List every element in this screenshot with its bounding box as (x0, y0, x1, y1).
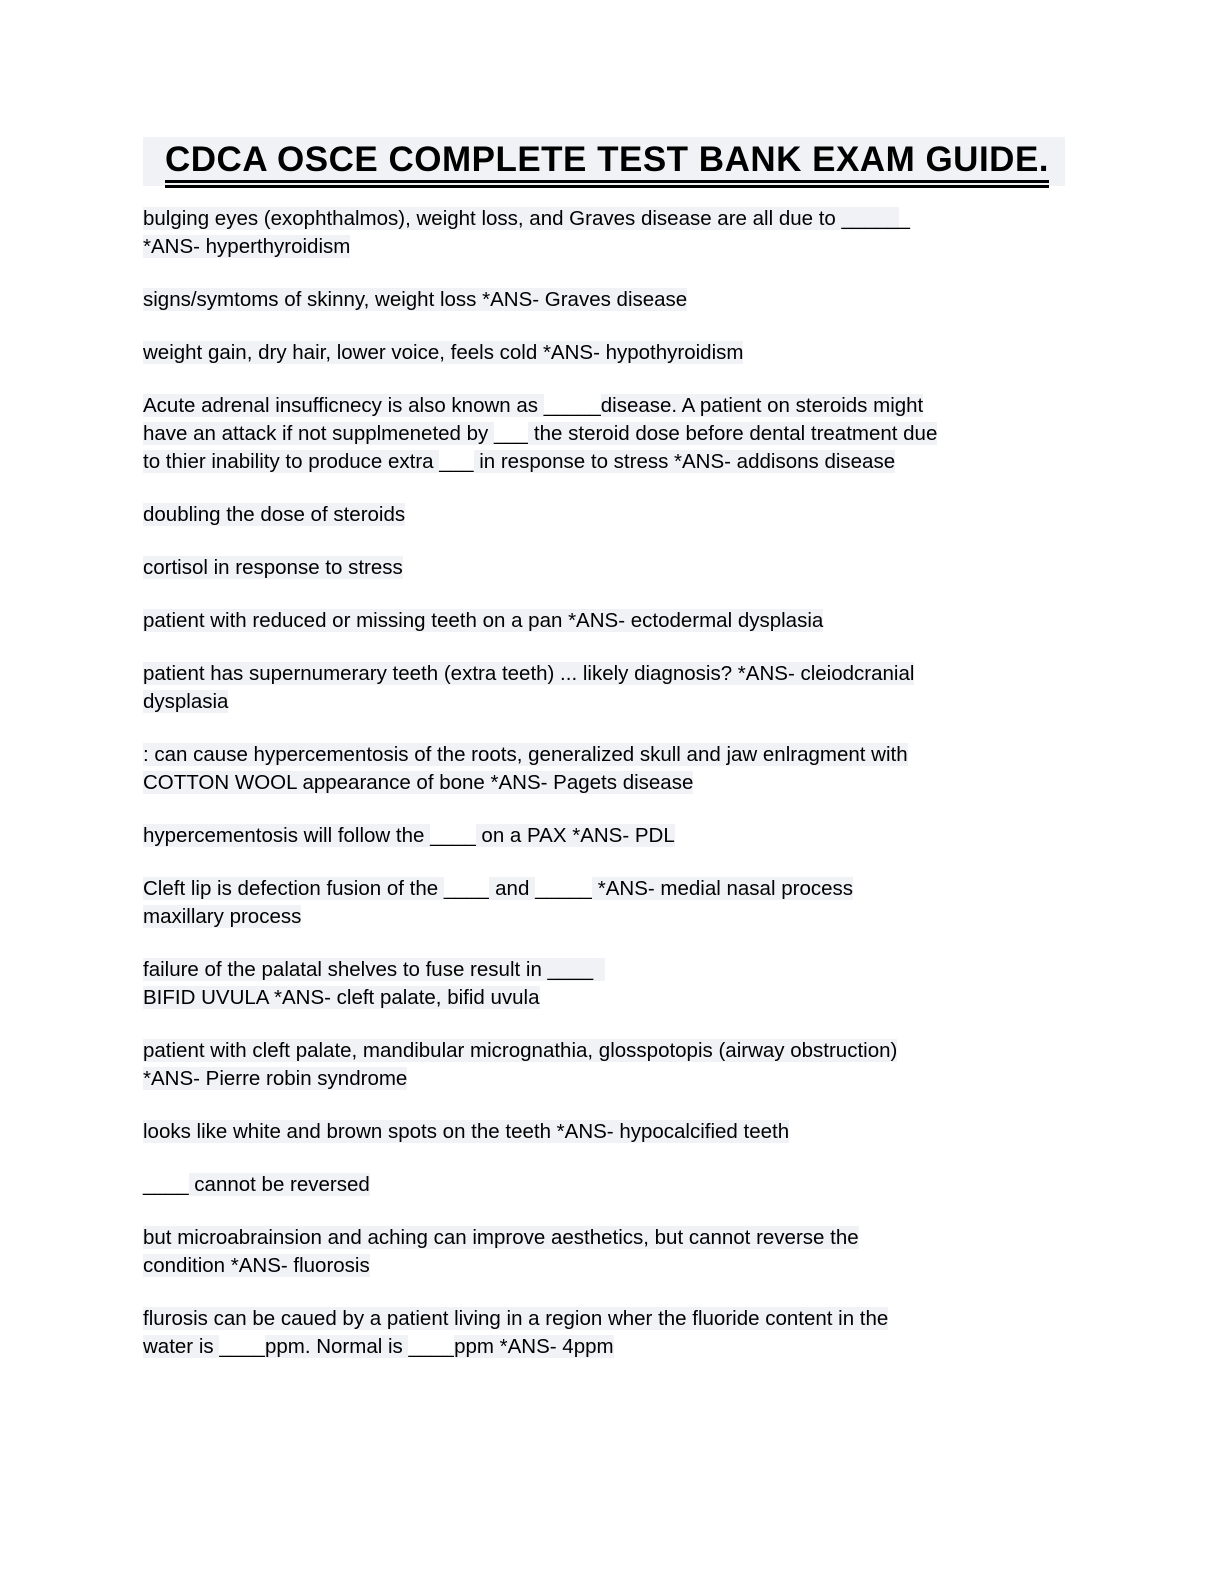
qa-text-segment: ppm. Normal is (264, 1335, 409, 1358)
qa-line (143, 984, 1083, 1012)
qa-blank-segment: ____ (219, 1335, 265, 1358)
qa-line (143, 875, 1083, 903)
qa-line (143, 769, 1083, 797)
document-body (143, 205, 1083, 1361)
qa-text-segment: water is (143, 1335, 220, 1358)
qa-text-segment: in response to stress *ANS- addisons disease (473, 450, 896, 473)
qa-paragraph (143, 339, 1083, 367)
qa-line (143, 1118, 1083, 1146)
qa-paragraph (143, 501, 1083, 529)
qa-blank-segment: ____ (443, 877, 490, 900)
qa-text-segment: Cleft lip is defection fusion of the (143, 877, 444, 900)
qa-text-segment: patient with reduced or missing teeth on a pan *ANS- ectodermal dysplasia (143, 609, 824, 632)
qa-text-segment: disease. A patient on steroids might (600, 394, 924, 417)
qa-paragraph (143, 822, 1083, 850)
qa-text-segment: to thier inability to produce extra (143, 450, 440, 473)
qa-line (143, 554, 1083, 582)
qa-line (143, 1065, 1083, 1093)
qa-paragraph (143, 1171, 1083, 1199)
qa-text-segment: maxillary process (143, 905, 302, 928)
qa-line (143, 741, 1083, 769)
qa-text-segment: patient has supernumerary teeth (extra teeth) ... likely diagnosis? *ANS- cleiodcranial (143, 662, 915, 685)
qa-line (143, 286, 1083, 314)
qa-text-segment: failure of the palatal shelves to fuse result in ____ (143, 958, 605, 981)
qa-text-segment: condition *ANS- fluorosis (143, 1254, 370, 1277)
qa-line (143, 392, 1083, 420)
qa-paragraph (143, 875, 1083, 931)
qa-blank-segment: ___ (494, 422, 529, 445)
qa-blank-segment: _____ (543, 394, 601, 417)
qa-text-segment: *ANS- medial nasal process (592, 877, 853, 900)
qa-paragraph (143, 1305, 1083, 1361)
qa-blank-segment: _____ (535, 877, 593, 900)
qa-text-segment: Acute adrenal insufficnecy is also known as (143, 394, 544, 417)
title-text: CDCA OSCE COMPLETE TEST BANK EXAM GUIDE. (165, 140, 1049, 188)
qa-text-segment: signs/symtoms of skinny, weight loss *ANS- Graves disease (143, 288, 688, 311)
qa-line (143, 607, 1083, 635)
qa-line (143, 1333, 1083, 1361)
qa-line (143, 501, 1083, 529)
qa-text-segment: weight gain, dry hair, lower voice, feels cold *ANS- hypothyroidism (143, 341, 744, 364)
qa-blank-segment: _ (898, 207, 910, 230)
qa-paragraph (143, 1037, 1083, 1093)
qa-line (143, 1252, 1083, 1280)
qa-text-segment: dysplasia (143, 690, 229, 713)
qa-text-segment: *ANS- hyperthyroidism (143, 235, 351, 258)
document-title (143, 139, 1224, 181)
qa-blank-segment: ____ (430, 824, 476, 847)
qa-text-segment: cannot be reversed (188, 1173, 370, 1196)
qa-text-segment: but microabrainsion and aching can improve aesthetics, but cannot reverse the (143, 1226, 859, 1249)
qa-text-segment: looks like white and brown spots on the teeth *ANS- hypocalcified teeth (143, 1120, 790, 1143)
qa-text-segment: on a PAX *ANS- PDL (475, 824, 675, 847)
qa-line (143, 688, 1083, 716)
qa-paragraph (143, 205, 1083, 261)
qa-paragraph (143, 1224, 1083, 1280)
qa-line (143, 339, 1083, 367)
qa-text-segment: COTTON WOOL appearance of bone *ANS- Pagets disease (143, 771, 694, 794)
qa-text-segment: : can cause hypercementosis of the roots, generalized skull and jaw enlragment with (143, 743, 908, 766)
qa-text-segment: doubling the dose of steroids (143, 503, 406, 526)
qa-text-segment: bulging eyes (exophthalmos), weight loss, and Graves disease are all due to _____ (143, 207, 899, 230)
qa-line (143, 233, 1083, 261)
qa-paragraph (143, 956, 1083, 1012)
qa-line (143, 420, 1083, 448)
qa-paragraph (143, 554, 1083, 582)
qa-blank-segment: ___ (439, 450, 474, 473)
qa-line (143, 205, 1083, 233)
qa-text-segment: hypercementosis will follow the (143, 824, 431, 847)
qa-text-segment: have an attack if not supplmeneted by (143, 422, 495, 445)
qa-blank-segment: ____ (143, 1173, 189, 1196)
qa-line (143, 1037, 1083, 1065)
qa-blank-segment: ____ (408, 1335, 455, 1358)
qa-line (143, 822, 1083, 850)
qa-paragraph (143, 607, 1083, 635)
qa-line (143, 903, 1083, 931)
qa-text-segment: flurosis can be caued by a patient living in a region wher the fluoride content in the (143, 1307, 889, 1330)
qa-paragraph (143, 1118, 1083, 1146)
qa-paragraph (143, 741, 1083, 797)
qa-paragraph (143, 286, 1083, 314)
title-highlight (143, 137, 1065, 186)
qa-text-segment: the steroid dose before dental treatment due (528, 422, 938, 445)
qa-line (143, 448, 1083, 476)
qa-paragraph (143, 392, 1083, 476)
qa-text-segment: and (489, 877, 536, 900)
qa-text-segment: *ANS- Pierre robin syndrome (143, 1067, 408, 1090)
qa-text-segment: BIFID UVULA *ANS- cleft palate, bifid uvula (143, 986, 540, 1009)
qa-text-segment: patient with cleft palate, mandibular micrognathia, glosspotopis (airway obstruction) (143, 1039, 898, 1062)
qa-paragraph (143, 660, 1083, 716)
qa-text-segment: ppm *ANS- 4ppm (454, 1335, 614, 1358)
qa-line (143, 956, 1083, 984)
qa-line (143, 1305, 1083, 1333)
qa-line (143, 660, 1083, 688)
qa-line (143, 1224, 1083, 1252)
qa-text-segment: cortisol in response to stress (143, 556, 403, 579)
qa-line (143, 1171, 1083, 1199)
